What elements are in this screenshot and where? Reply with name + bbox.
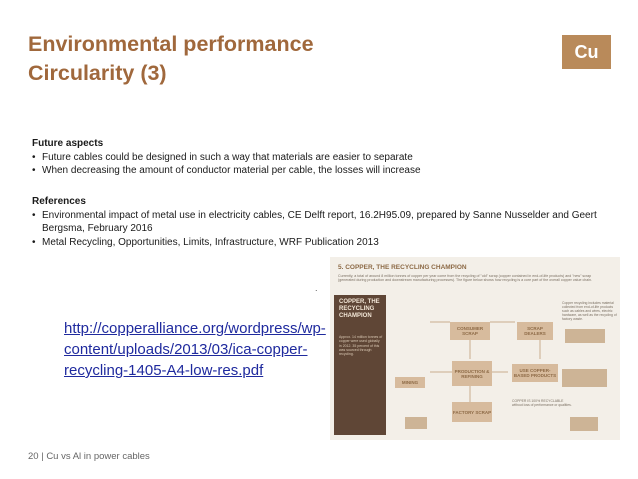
recycling-infographic (330, 257, 620, 440)
infographic-note-2: COPPER IS 100% RECYCLABLE without loss of performance or qualities. (512, 399, 572, 407)
infographic-title: 5. COPPER, THE RECYCLING CHAMPION (338, 264, 467, 271)
references-section (32, 195, 607, 249)
panel-body: Approx. 14 million tonnes of copper were used globally in 2012. 35 percent of this was sourced through recycling. (339, 335, 383, 357)
copper-recycling-link[interactable] (64, 318, 326, 381)
box-mining: MINING (395, 377, 425, 388)
future-bullet-2: • When decreasing the amount of conductor material per cable, the losses will increase (32, 164, 421, 178)
box-scrap-dealers: SCRAP DEALERS (517, 322, 553, 340)
future-bullet-1: • Future cables could be designed in such a way that materials are easier to separate (32, 151, 421, 165)
reference-bullet-2: • Metal Recycling, Opportunities, Limits, Infrastructure, WRF Publication 2013 (32, 236, 607, 250)
references-heading: References (32, 196, 86, 207)
slide-title (28, 30, 314, 88)
box-consumer-scrap: CONSUMER SCRAP (450, 322, 490, 340)
copper-stock-placeholder (562, 369, 607, 387)
title-line-2: Circularity (3) (28, 61, 167, 85)
reference-bullet-1: • Environmental impact of metal use in electricity cables, CE Delft report, 16.2H95.09, prepared by Sanne Nusselder and Geert Bergsma, February 2016 (32, 209, 607, 236)
future-aspects-heading: Future aspects (32, 138, 104, 149)
box-production-refining: PRODUCTION & REFINING (452, 361, 492, 386)
link-line-3[interactable]: recycling-1405-A4-low-res.pdf (64, 362, 264, 379)
ore-pile-placeholder (405, 417, 427, 429)
stray-dot: . (315, 283, 318, 293)
box-copper-products: USE COPPER-BASED PRODUCTS (512, 364, 558, 382)
link-line-1[interactable]: http://copperalliance.org/wordpress/wp- (64, 320, 326, 337)
infographic-intro: Currently, a total of around 8 million tonnes of copper per year come from the recycling of "old" scrap (copper contained in end-of-life products) and "new" scrap (generated during production and downstream manufacturing processes). The figure below shows how recycling is a core part of the overall copper value chain. (338, 274, 593, 283)
scrap-pile-placeholder (570, 417, 598, 431)
infographic-note-1: Copper recycling includes material collected from end-of-life products such as cables and wires, electric hardware, as well as the recycling of factory waste. (562, 301, 617, 321)
link-line-2[interactable]: content/uploads/2013/03/ica-copper- (64, 341, 308, 358)
footer: 20 | Cu vs Al in power cables (28, 451, 150, 462)
title-line-1: Environmental performance (28, 32, 314, 56)
box-factory-scrap: FACTORY SCRAP (452, 402, 492, 422)
infographic-side-panel (334, 295, 386, 435)
panel-title: COPPER, THE RECYCLING CHAMPION (339, 299, 380, 319)
product-icons-placeholder (565, 329, 605, 343)
future-aspects-section (32, 137, 421, 178)
cu-logo: Cu (562, 35, 611, 69)
